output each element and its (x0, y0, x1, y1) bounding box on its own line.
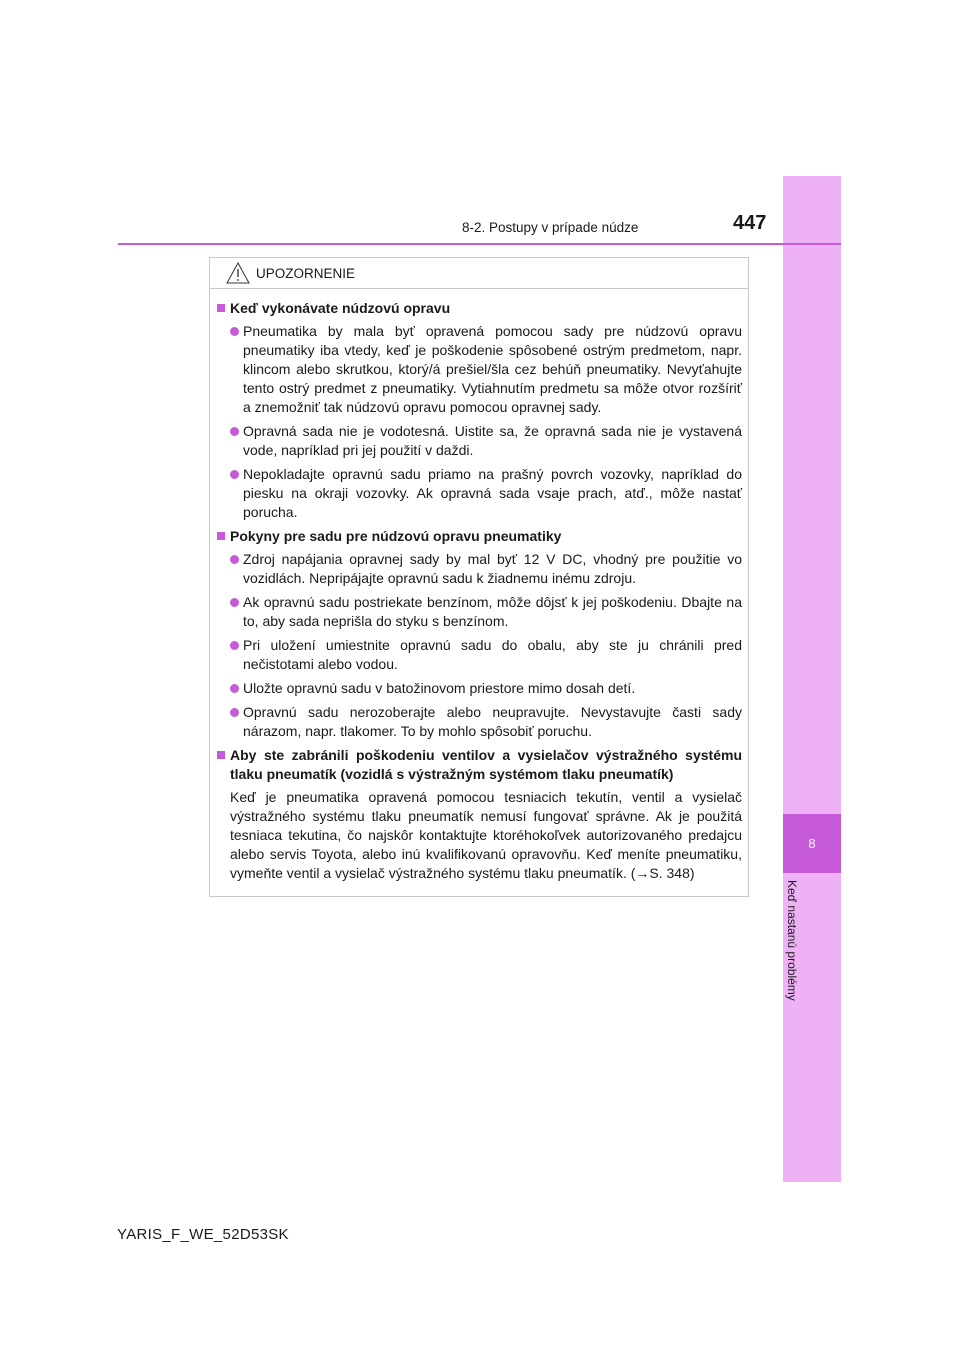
warning-paragraph: Keď je pneumatika opravená pomocou tesniacich tekutín, ventil a vysielač výstražného systému tlaku pneumatík nemusí fungovať správne. Ak je použitá tesniaca tekutina, čo najskôr kontaktujte ktoréhokoľvek autorizovaného predajcu alebo servis Toyota, alebo inú kvalifikovanú opravovňu. Keď meníte pneumatiku, vymeňte ventil a vysielač výstražného systému tlaku pneumatík. (→S. 348) (230, 789, 742, 881)
bullet-dot-icon (230, 641, 239, 650)
warning-bullet: Pri uložení umiestnite opravnú sadu do obalu, aby ste ju chránili pred nečistotami alebo vodou. (216, 636, 742, 674)
bullet-dot-icon (230, 427, 239, 436)
warning-bullet: Opravnú sadu nerozoberajte alebo neupravujte. Nevystavujte časti sady nárazom, napr. tlakomer. To by mohlo spôsobiť poruchu. (216, 703, 742, 741)
warning-section-title: Pokyny pre sadu pre núdzovú opravu pneumatiky (216, 527, 742, 546)
header-divider (118, 243, 841, 245)
warning-box (209, 257, 749, 897)
warning-header (210, 258, 748, 289)
bullet-dot-icon (230, 598, 239, 607)
warning-bullet: Nepokladajte opravnú sadu priamo na prašný povrch vozovky, napríklad do piesku na okraji vozovky. Ak opravná sada vsaje prach, atď., môže nastať porucha. (216, 465, 742, 522)
bullet-dot-icon (230, 555, 239, 564)
warning-bullet: Zdroj napájania opravnej sady by mal byť 12 V DC, vhodný pre použitie vo vozidlách. Nepripájajte opravnú sadu k žiadnemu inému zdroju. (216, 550, 742, 588)
warning-section-title: Aby ste zabránili poškodeniu ventilov a vysielačov výstražného systému tlaku pneumatík (vozidlá s výstražným systémom tlaku pneumatík) (216, 746, 742, 784)
chapter-number-badge: 8 (783, 814, 841, 873)
page-number: 447 (733, 212, 767, 234)
bullet-dot-icon (230, 708, 239, 717)
section-title: 8-2. Postupy v prípade núdze (462, 220, 639, 235)
warning-title: UPOZORNENIE (256, 265, 356, 281)
bullet-dot-icon (230, 470, 239, 479)
chapter-label-text: Keď nastanú problémy (785, 880, 799, 1001)
chapter-label (775, 880, 815, 1040)
section-square-icon (217, 751, 225, 759)
warning-bullet: Uložte opravnú sadu v batožinovom priestore mimo dosah detí. (216, 679, 742, 698)
warning-bullet: Pneumatika by mala byť opravená pomocou sady pre núdzovú opravu pneumatiky iba vtedy, keď je poškodenie spôsobené ostrým predmetom, napr. klincom alebo skrutkou, ktorý/á prešiel/šla cez behúň pneumatiky. Nevyťahujte tento ostrý predmet z pneumatiky. Vytiahnutím predmetu sa môže otvor rozšíriť a znemožniť tak núdzovú opravu pomocou opravnej sady. (216, 322, 742, 417)
warning-bullet: Opravná sada nie je vodotesná. Uistite sa, že opravná sada nie je vystavená vode, napríklad pri jej použití v daždi. (216, 422, 742, 460)
bullet-dot-icon (230, 684, 239, 693)
section-square-icon (217, 532, 225, 540)
warning-body (210, 289, 748, 883)
bullet-dot-icon (230, 327, 239, 336)
warning-triangle-icon (226, 262, 250, 284)
warning-bullet: Ak opravnú sadu postriekate benzínom, môže dôjsť k jej poškodeniu. Dbajte na to, aby sada neprišla do styku s benzínom. (216, 593, 742, 631)
warning-section-title: Keď vykonávate núdzovú opravu (216, 299, 742, 318)
document-code: YARIS_F_WE_52D53SK (117, 1226, 289, 1243)
section-square-icon (217, 304, 225, 312)
